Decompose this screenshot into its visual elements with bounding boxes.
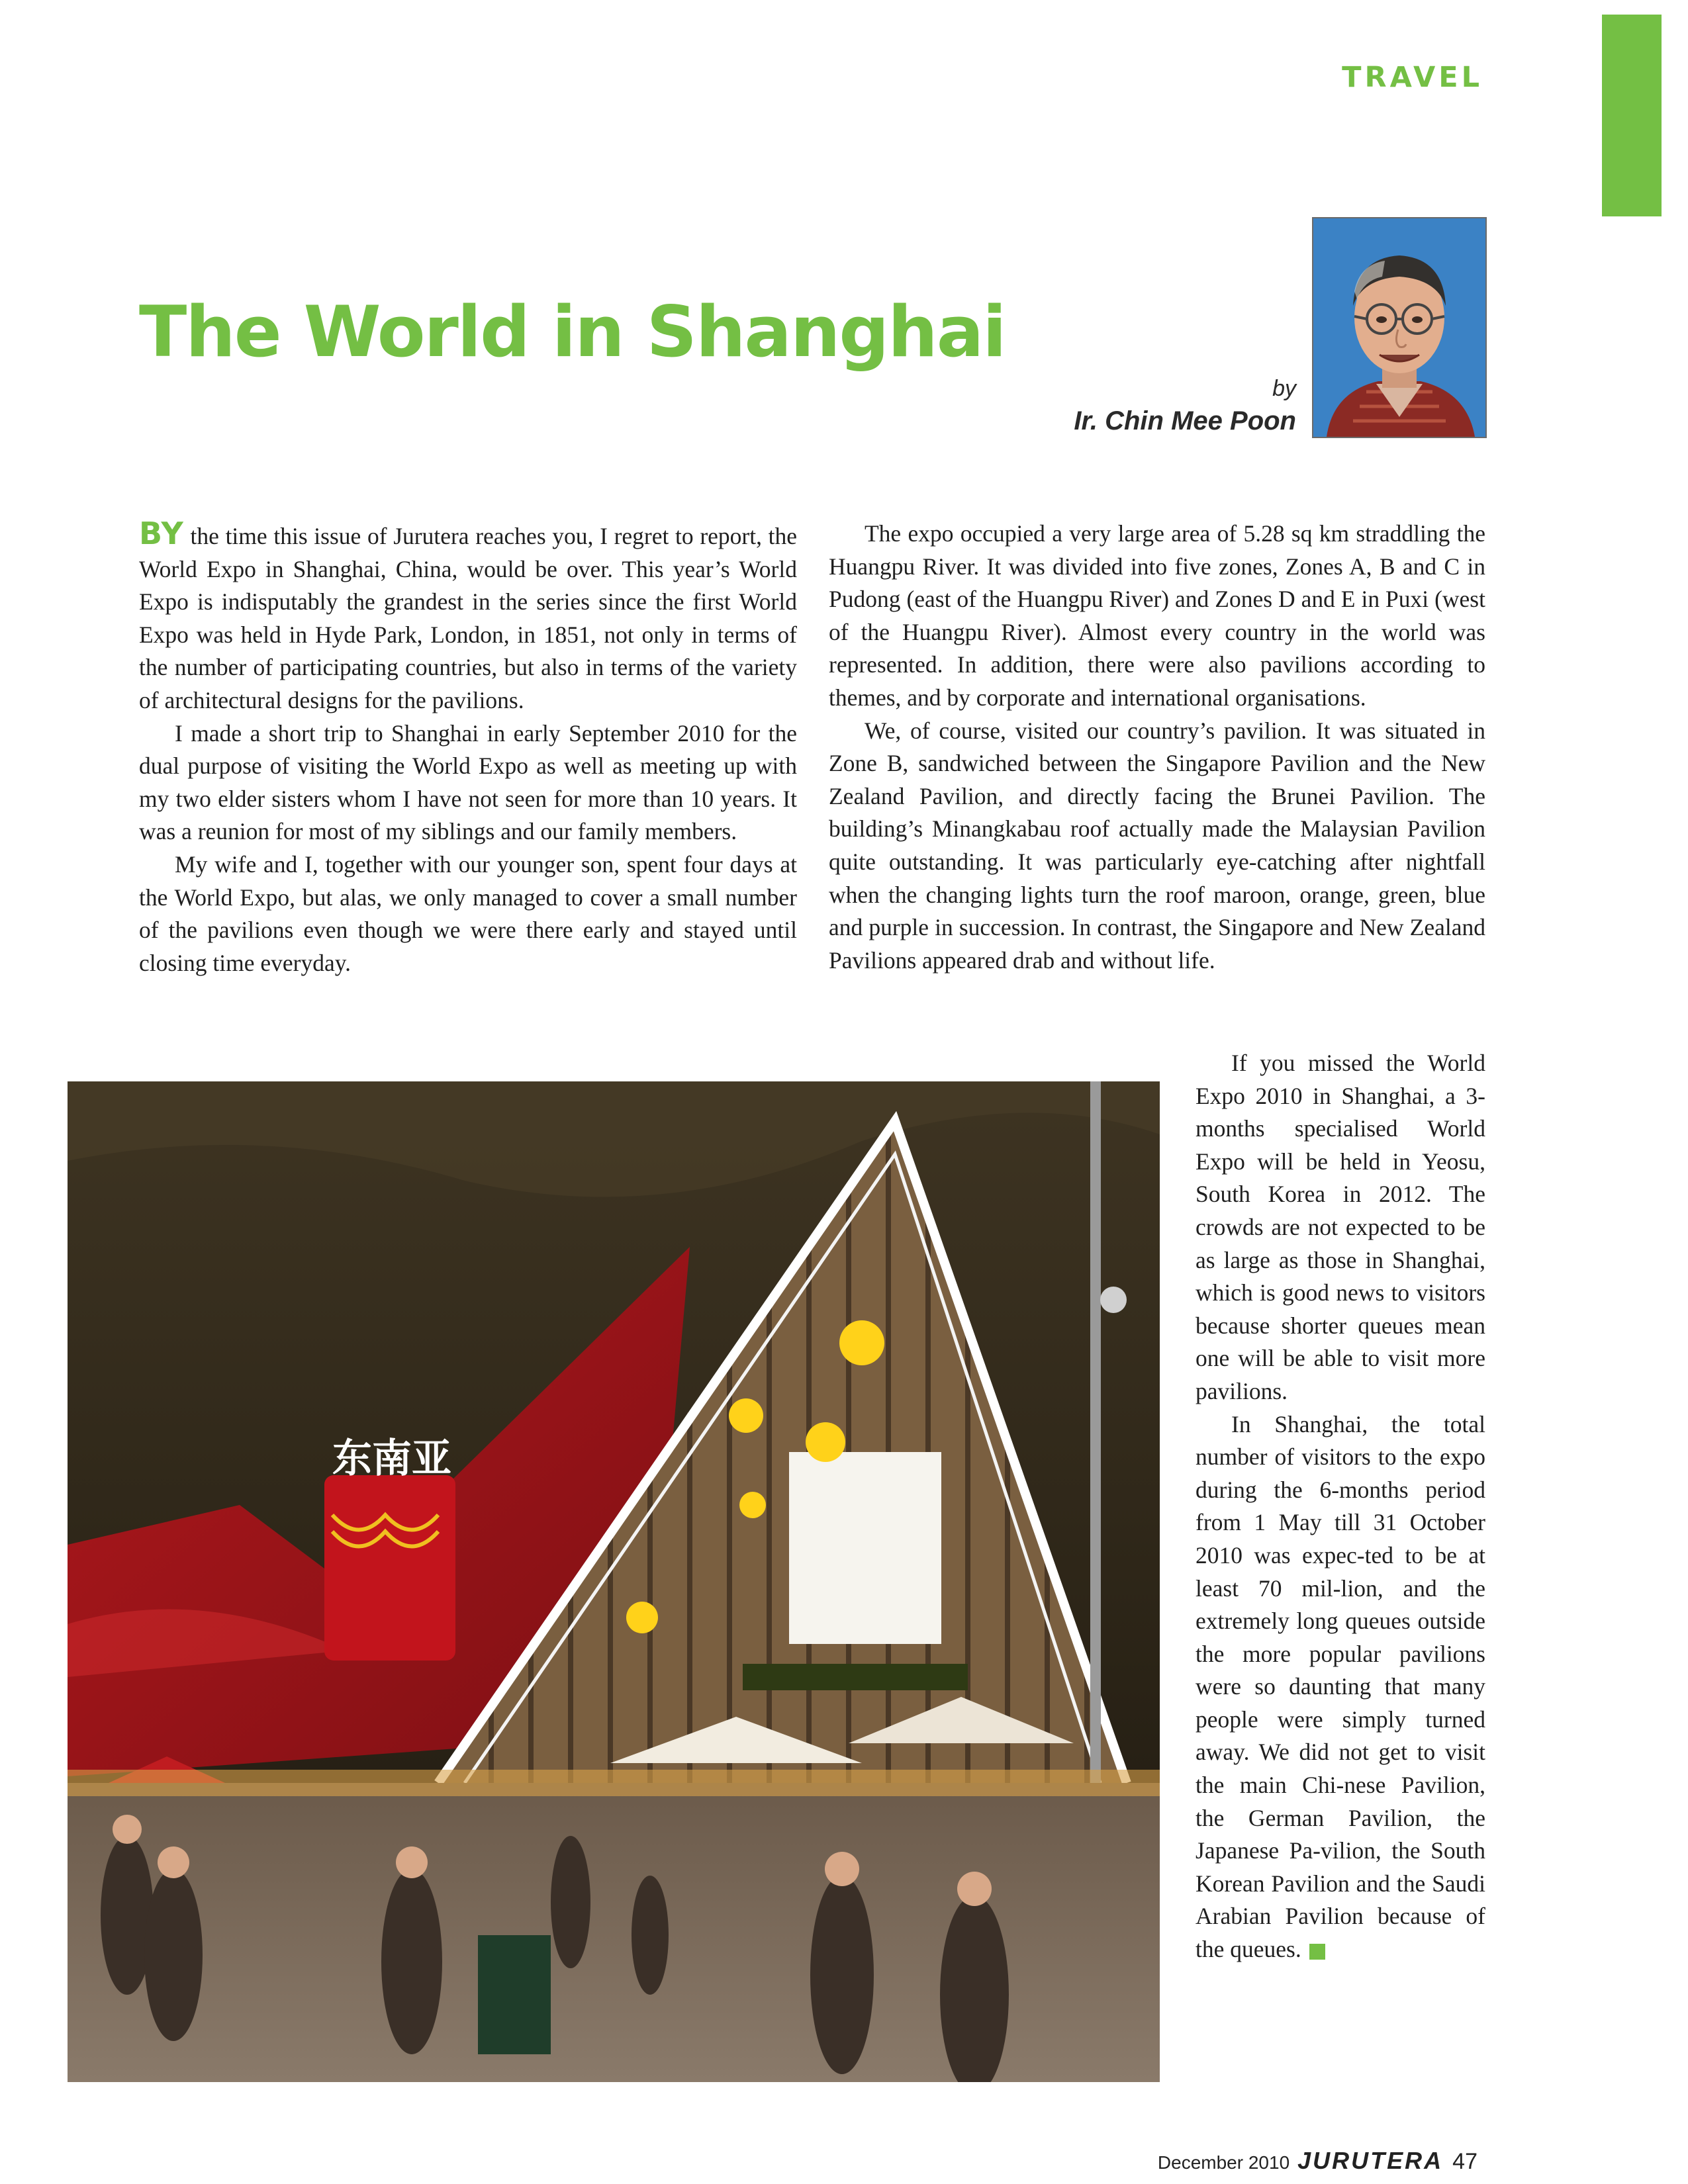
dropcap: BY — [139, 516, 184, 551]
page-number: 47 — [1452, 2149, 1477, 2174]
article-column-left — [139, 518, 797, 979]
byline — [1074, 374, 1296, 439]
paragraph-3: My wife and I, together with our younger son, spent four days at the World Expo, but alas, we only managed to cover a small number of the pavilions even though we were there early and stayed until closing time everyday. — [139, 850, 797, 976]
paragraph-7-text: In Shanghai, the total number of visitors to the expo during the 6-months period from 1 May till 31 October 2010 was expec-ted to be at least 70 mil-lion, and the extremely long queues outside the more popular pavilions were so daunting that many people were simply turned away. We did not get to visit the main Chi-nese Pavilion, the German Pavilion, the Japanese Pa-vilion, the South Korean Pavilion and the Saudi Arabian Pavilion because of the queues. — [1196, 1410, 1485, 1963]
paragraph-7 — [1196, 1408, 1485, 1966]
paragraph-1-text: the time this issue of Jurutera reaches you, I regret to report, the World Expo in Shanghai, China, would be over. This year’s World Expo is indisputably the grandest in the series since the first World Expo was held in Hyde Park, London, in 1851, not only in terms of the number of participating countries, but also in terms of the variety of architectural designs for the pavilions. — [139, 523, 797, 713]
issue-date: December 2010 — [1157, 2152, 1290, 2173]
magazine-name: JURUTERA — [1297, 2147, 1444, 2174]
section-label: TRAVEL — [1342, 61, 1483, 94]
pavilion-night-image — [68, 1081, 1160, 2082]
byline-by: by — [1272, 376, 1296, 401]
paragraph-2: I made a short trip to Shanghai in early September 2010 for the dual purpose of visiting the World Expo as well as meeting up with my two elder sisters whom I have not seen for more than 10 years. It was a reunion for most of my siblings and our family members. — [139, 719, 797, 845]
article-column-narrow — [1196, 1047, 1485, 1966]
author-photo — [1312, 217, 1487, 438]
paragraph-1 — [139, 518, 797, 717]
malaysian-pavilion-photo — [68, 1081, 1160, 2082]
author-portrait-image — [1313, 218, 1485, 437]
paragraph-5: We, of course, visited our country’s pavilion. It was situated in Zone B, sandwiched between the Singapore Pavilion and the New Zealand Pavilion, and directly facing the Brunei Pavilion. The building’s Minangkabau roof actually made the Malaysian Pavilion quite outstanding. It was particularly eye-catching after nightfall when the changing lights turn the roof maroon, orange, green, blue and purple in succession. In contrast, the Singapore and New Zealand Pavilions appeared drab and without life. — [829, 717, 1485, 974]
paragraph-6: If you missed the World Expo 2010 in Shanghai, a 3-months specialised World Expo will be held in Yeosu, South Korea in 2012. The crowds are not expected to be as large as those in Shanghai, which is good news to visitors because shorter queues mean one will be able to visit more pavilions. — [1196, 1050, 1485, 1404]
sign-text: 东南亚 — [332, 1435, 451, 1482]
section-color-tab — [1602, 15, 1662, 216]
article-column-right — [829, 518, 1485, 977]
end-of-article-mark — [1309, 1944, 1325, 1960]
paragraph-4: The expo occupied a very large area of 5.28 sq km straddling the Huangpu River. It was divided into five zones, Zones A, B and C in Pudong (east of the Huangpu River) and Zones D and E in Puxi (west of the Huangpu River). Almost every country in the world was represented. In addition, there were also pavilions according to themes, and by corporate and international organisations. — [829, 520, 1485, 711]
author-name: Ir. Chin Mee Poon — [1074, 406, 1296, 435]
page-footer — [1158, 2147, 1477, 2175]
article-title: The World in Shanghai — [139, 291, 1006, 373]
